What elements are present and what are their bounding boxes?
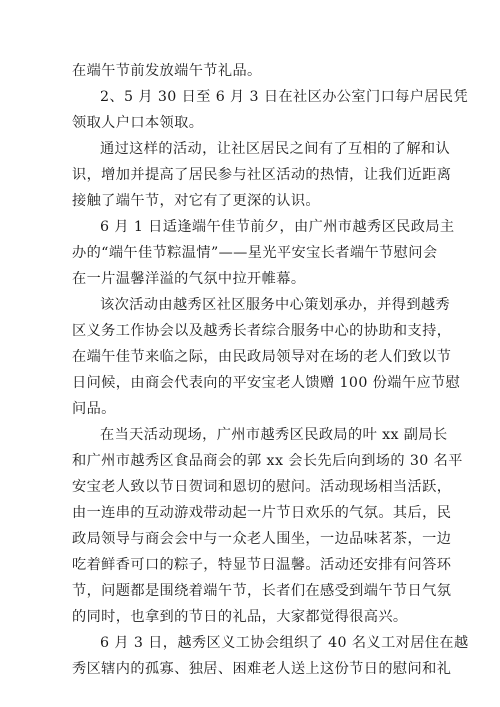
paragraph-line: 6 月 3 日，越秀区义工协会组织了 40 名义工对居住在越	[100, 635, 469, 651]
paragraph-line: 在一片温馨洋溢的气氛中拉开帷幕。	[72, 271, 306, 287]
paragraph-line: 日问候，由商会代表向的平安宝老人馈赠 100 份端午应节慰	[72, 375, 461, 391]
paragraph-line: 区义务工作协会以及越秀长者综合服务中心的协助和支持，	[72, 323, 452, 339]
paragraph-line: 办的“端午佳节粽温情”——星光平安宝长者端午节慰问会	[72, 245, 438, 261]
paragraph-line: 秀区辖内的孤寡、独居、困难老人送上这份节日的慰问和礼	[72, 661, 452, 677]
paragraph-line: 政局领导与商会会中与一众老人围坐，一边品味茗茶，一边	[72, 531, 452, 547]
paragraph-line: 和广州市越秀区食品商会的郭 xx 会长先后向到场的 30 名平	[72, 453, 463, 469]
paragraph-line: 识，增加并提高了居民参与社区活动的热情，让我们近距离	[72, 167, 452, 183]
paragraph-line: 在端午节前发放端午节礼品。	[72, 63, 262, 79]
paragraph-line: 通过这样的活动，让社区居民之间有了互相的了解和认	[100, 141, 451, 157]
paragraph-line: 6 月 1 日适逢端午佳节前夕，由广州市越秀区民政局主	[100, 219, 455, 235]
paragraph-line: 的同时，也拿到的节日的礼品，大家都觉得很高兴。	[72, 609, 408, 625]
paragraph-line: 接触了端午节，对它有了更深的认识。	[72, 193, 320, 209]
paragraph-line: 在端午佳节来临之际，由民政局领导对在场的老人们致以节	[72, 349, 452, 365]
paragraph-line: 问品。	[72, 401, 116, 417]
paragraph-line: 吃着鲜香可口的粽子，特显节日温馨。活动还安排有问答环	[72, 557, 452, 573]
paragraph-line: 安宝老人致以节日贺词和恩切的慰问。活动现场相当活跃，	[72, 479, 452, 495]
paragraph-line: 节，问题都是围绕着端午节，长者们在感受到端午节日气氛	[72, 583, 452, 599]
paragraph-line: 该次活动由越秀区社区服务中心策划承办，并得到越秀	[100, 297, 451, 313]
paragraph-line: 在当天活动现场，广州市越秀区民政局的叶 xx 副局长	[100, 427, 448, 443]
document-page	[72, 58, 469, 682]
paragraph-line: 领取人户口本领取。	[72, 115, 204, 131]
paragraph-line: 2、5 月 30 日至 6 月 3 日在社区办公室门口每户居民凭	[100, 89, 469, 105]
paragraph-line: 由一连串的互动游戏带动起一片节日欢乐的气氛。其后，民	[72, 505, 452, 521]
